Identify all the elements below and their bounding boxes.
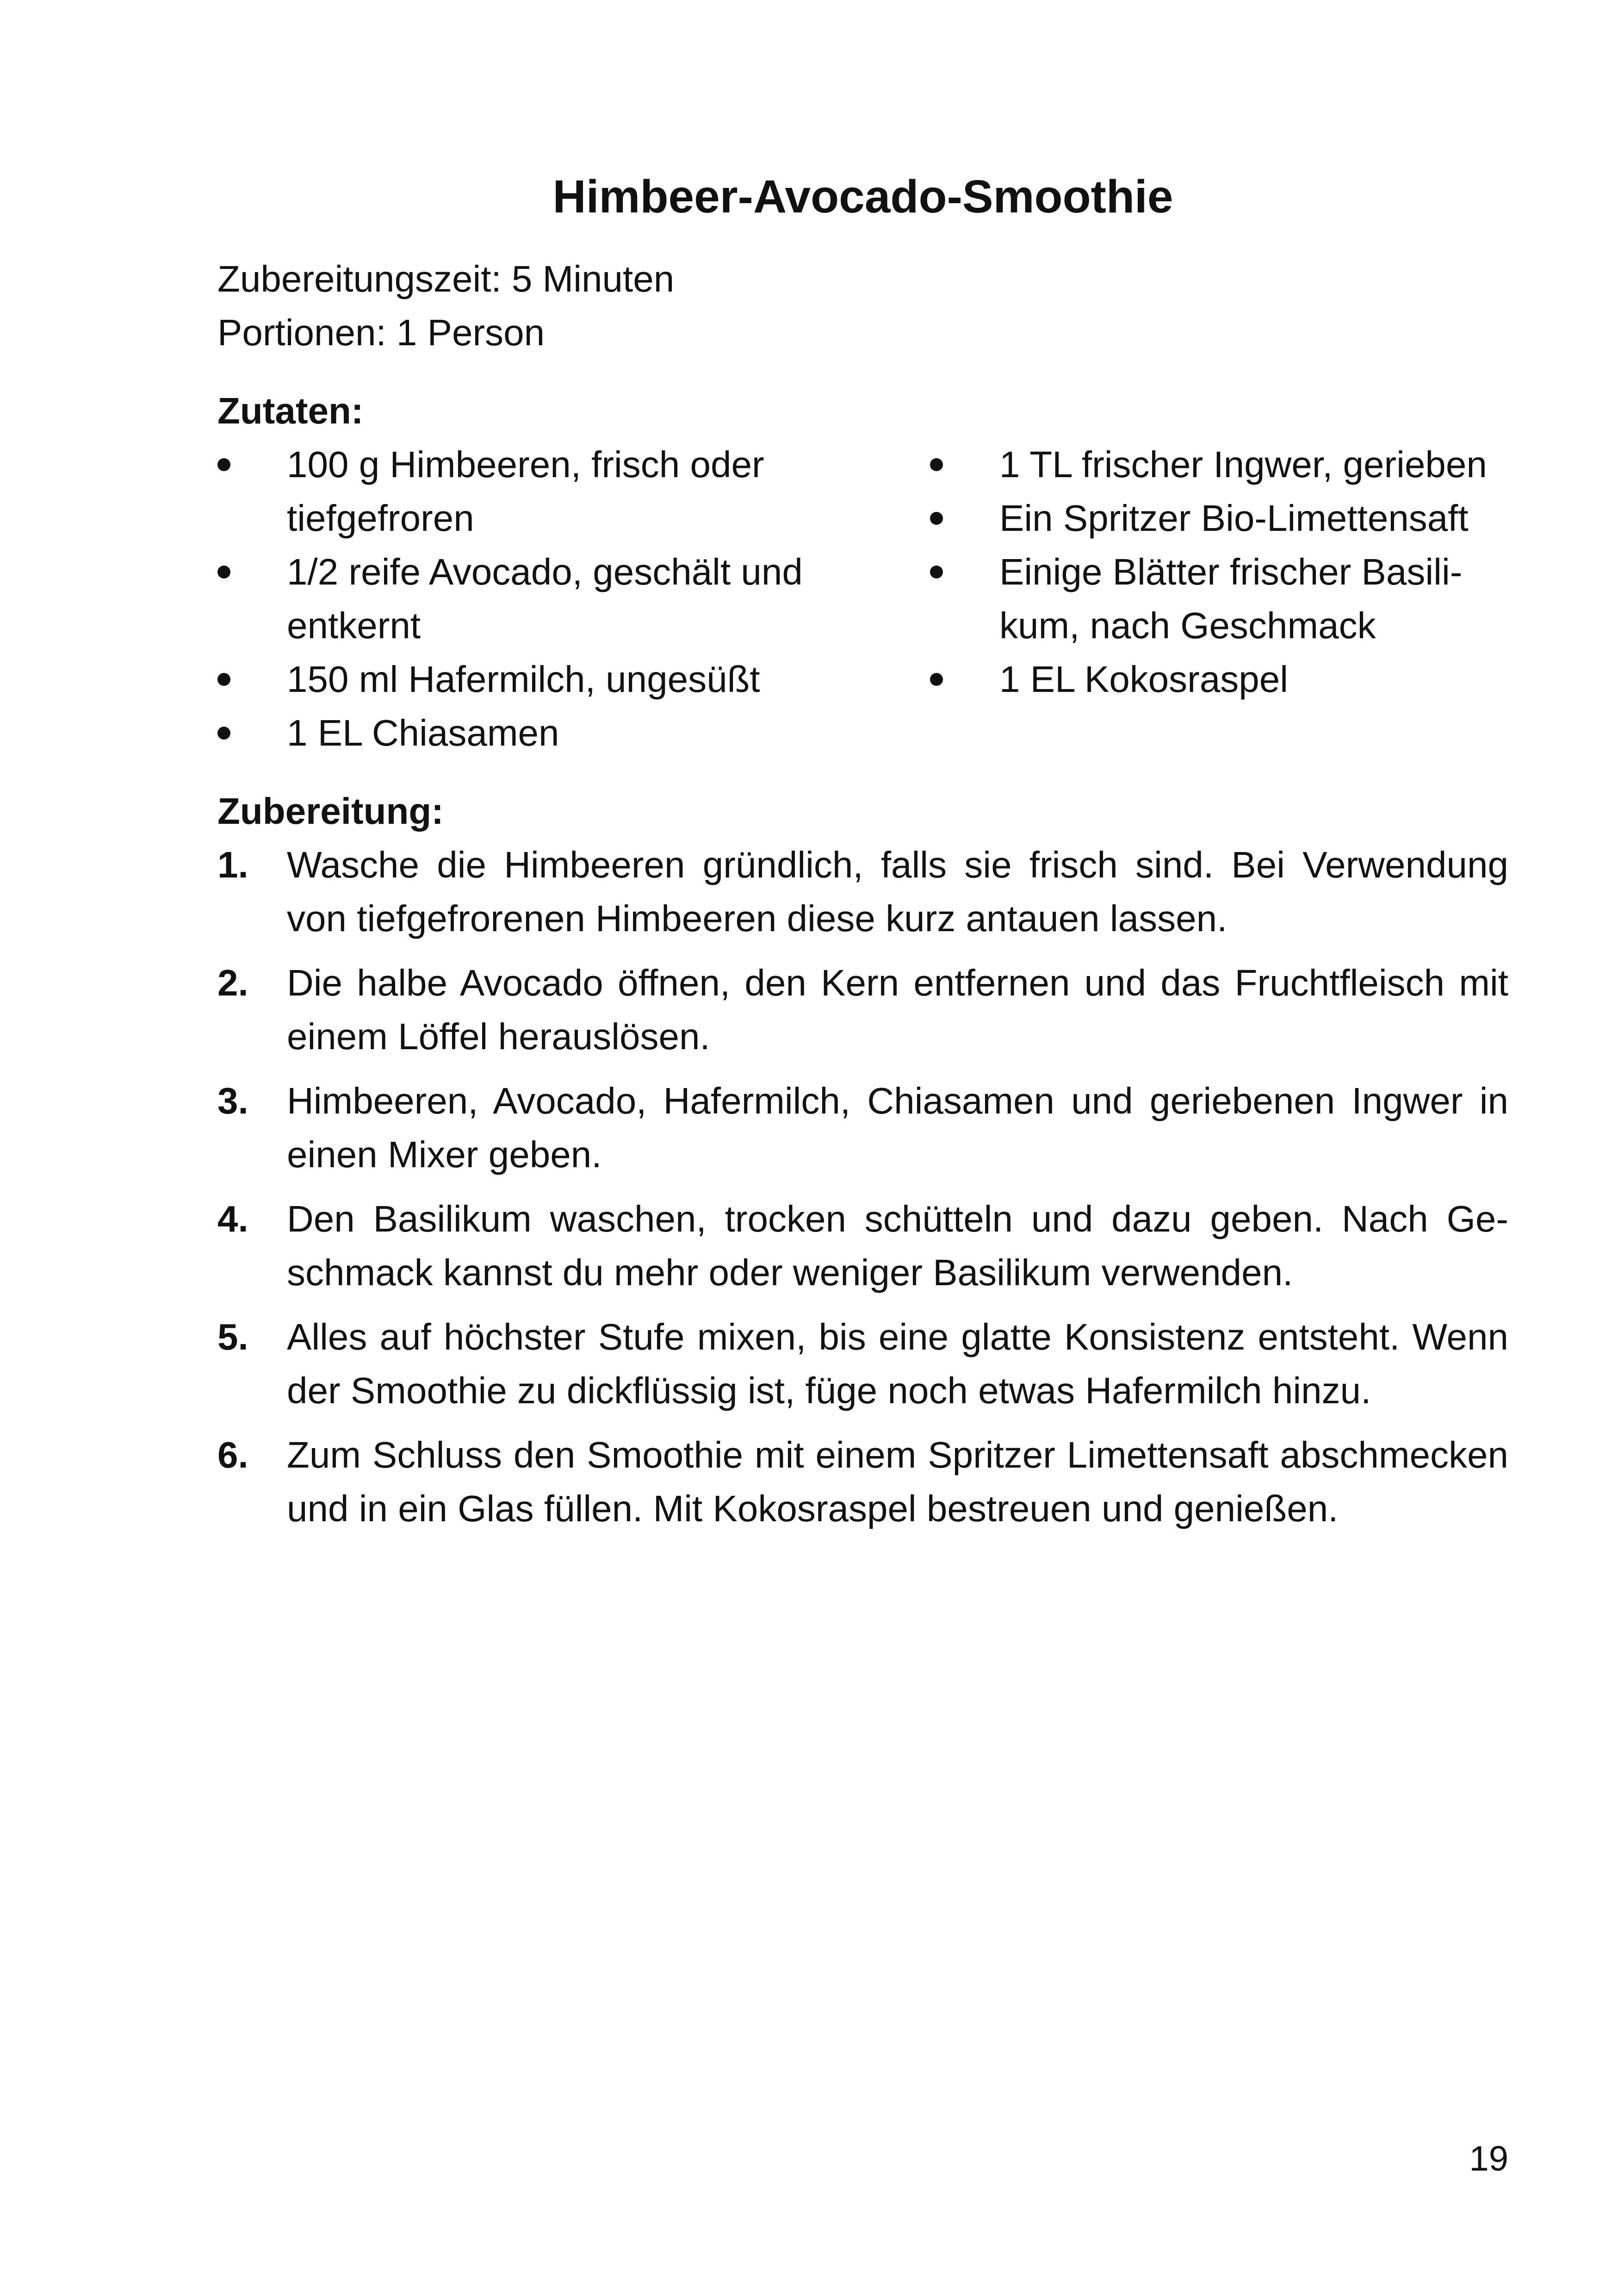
bullet-icon [217, 727, 230, 740]
step-item [217, 838, 1508, 946]
ingredients-heading: Zutaten: [217, 390, 364, 431]
ingredients-column-right [930, 438, 1508, 706]
recipe-meta [217, 252, 674, 360]
step-text: Himbeeren, Avocado, Hafermilch, Chiasamen und geriebenen Ingwer in einen Mixer geben. [287, 1080, 1508, 1175]
step-number: 1. [217, 844, 248, 885]
bullet-icon [930, 512, 943, 525]
ingredient-item [217, 545, 837, 653]
ingredient-text: Einige Blätter frischer Basilikum, nach Geschmack [999, 551, 1463, 646]
step-text: Wasche die Himbeeren gründlich, falls sie frisch sind. Bei Verwendung von tiefgefrorenen Himbeeren diese kurz antauen lassen. [287, 844, 1508, 939]
step-item [217, 1192, 1508, 1300]
servings: Portionen: 1 Person [217, 312, 545, 353]
bullet-icon [930, 673, 943, 686]
preparation-heading: Zubereitung: [217, 790, 444, 832]
step-number: 3. [217, 1080, 248, 1121]
ingredient-text: 1/2 reife Avocado, geschält und entkernt [287, 551, 803, 646]
page-number: 19 [1469, 2139, 1508, 2178]
step-number: 5. [217, 1316, 248, 1357]
bullet-icon [930, 566, 943, 579]
preparation-steps [217, 838, 1508, 1546]
step-text: Den Basilikum waschen, trocken schütteln und dazu geben. Nach Geschmack kannst du mehr oder weniger Basilikum verwenden. [287, 1198, 1508, 1293]
ingredient-text: Ein Spritzer Bio-Limettensaft [999, 498, 1469, 539]
ingredient-text: 1 TL frischer Ingwer, gerieben [999, 444, 1487, 485]
step-text: Alles auf höchster Stufe mixen, bis eine glatte Konsistenz entsteht. Wenn der Smoothie zu dickflüssig ist, füge noch etwas Hafermilch hinzu. [287, 1316, 1508, 1411]
step-item [217, 956, 1508, 1064]
ingredient-text: 1 EL Kokosraspel [999, 659, 1289, 700]
ingredient-item [217, 706, 837, 760]
recipe-title: Himbeer-Avocado-Smoothie [552, 171, 1173, 223]
bullet-icon [930, 458, 943, 471]
ingredient-item [930, 438, 1508, 492]
bullet-icon [217, 566, 230, 579]
ingredients-column-left [217, 438, 837, 760]
step-item [217, 1074, 1508, 1182]
ingredient-text: 1 EL Chiasamen [287, 712, 559, 753]
bullet-icon [217, 673, 230, 686]
ingredient-item [930, 545, 1508, 653]
bullet-icon [217, 458, 230, 471]
ingredient-item [217, 438, 837, 545]
ingredient-text: 150 ml Hafermilch, ungesüßt [287, 659, 760, 700]
step-number: 4. [217, 1198, 248, 1239]
step-number: 6. [217, 1434, 248, 1475]
ingredient-item [217, 653, 837, 706]
step-text: Zum Schluss den Smoothie mit einem Spritzer Limettensaft abschmecken und in ein Glas füllen. Mit Kokosraspel bestreuen und genießen. [287, 1434, 1508, 1529]
step-item [217, 1428, 1508, 1536]
ingredient-text: 100 g Himbeeren, frisch oder tiefgefroren [287, 444, 764, 539]
step-item [217, 1310, 1508, 1418]
prep-time: Zubereitungszeit: 5 Minuten [217, 258, 675, 299]
ingredient-item [930, 653, 1508, 706]
ingredient-item [930, 492, 1508, 545]
recipe-page [217, 0, 1508, 2296]
step-number: 2. [217, 962, 248, 1003]
step-text: Die halbe Avocado öffnen, den Kern entfernen und das Fruchtfleisch mit einem Löffel herauslösen. [287, 962, 1508, 1057]
